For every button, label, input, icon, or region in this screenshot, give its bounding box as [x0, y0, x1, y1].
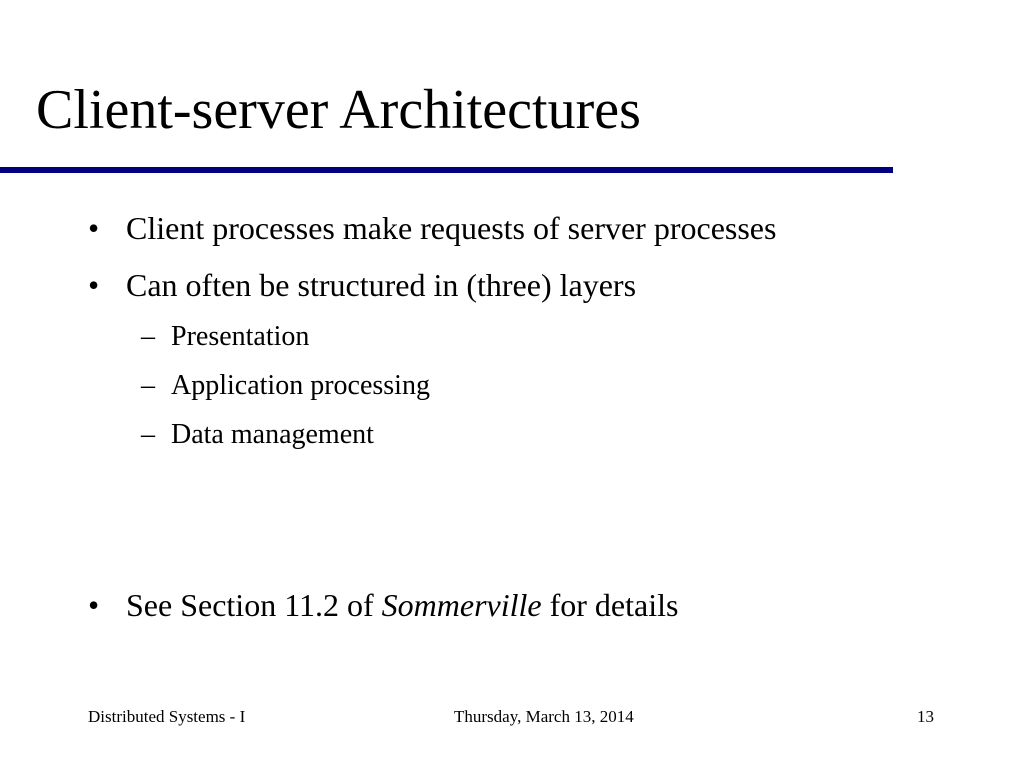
bullet-text: [126, 585, 678, 625]
sub-bullet-marker: –: [141, 419, 155, 450]
sub-bullet-text: Presentation: [171, 321, 310, 352]
bullet-text-prefix: See Section 11.2 of: [126, 587, 382, 623]
sub-bullet-text: Data management: [171, 419, 374, 450]
slide-title: Client-server Architectures: [36, 79, 641, 141]
bullet-text: Can often be structured in (three) layers: [126, 267, 637, 303]
footer-page-number: 13: [917, 707, 934, 726]
bullet-marker: •: [88, 210, 100, 246]
sub-bullet-marker: –: [141, 321, 155, 352]
bullet-marker: •: [88, 587, 100, 623]
sub-bullet-text: Application processing: [171, 370, 430, 401]
bullet-text: Client processes make requests of server processes: [126, 210, 777, 246]
footer-course-name: Distributed Systems - I: [88, 707, 246, 726]
sub-bullet-marker: –: [141, 370, 155, 401]
footer-date: Thursday, March 13, 2014: [454, 707, 634, 726]
bullet-text-suffix: for details: [541, 587, 679, 623]
bullet-marker: •: [88, 267, 100, 303]
book-title-emphasis: Sommerville: [381, 587, 542, 623]
